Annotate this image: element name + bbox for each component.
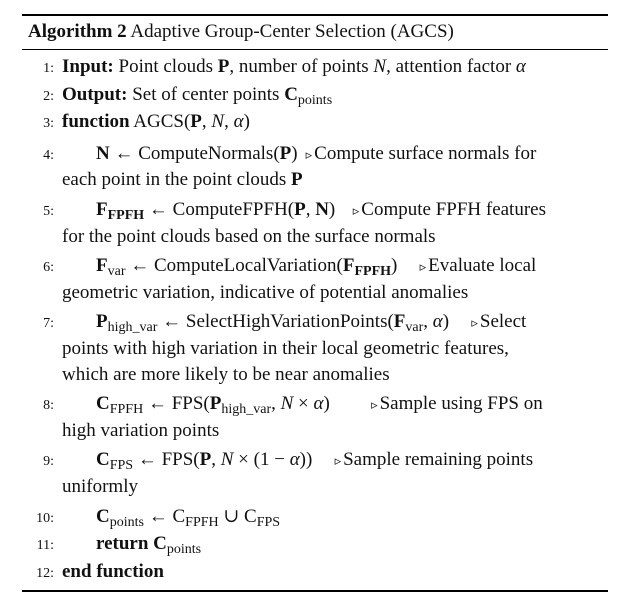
line-7: 7: $P_{high\_var}$ ← $SelectHighVariationPoints(F_{var}$, α) ▹ Select points with high variation in their local geometric features, which are more likely to be near anomalies (22, 309, 608, 387)
line-4: 4: N ← ComputeNormals(P) ▹ Compute surface normals for each point in the point clouds P (22, 141, 608, 193)
comment: Sample using FPS on (379, 393, 543, 415)
line-number: 3: (43, 116, 54, 132)
comment: Compute surface normals for (314, 142, 537, 164)
line-6: 6: $F_{var}$ ← $ComputeLocalVariation(F_{FPFH})$ ▹ Evaluate local geometric variation, indicative of potential anomalies (22, 253, 608, 305)
line-number: 7: (43, 316, 54, 332)
comment-triangle-icon: ▹ (334, 453, 342, 469)
comment-triangle-icon: ▹ (305, 146, 313, 162)
algorithm-lines (22, 50, 608, 586)
comment-triangle-icon: ▹ (471, 315, 478, 331)
end-function-keyword: end function (62, 560, 164, 582)
line-2: 2: Output: Set of center points $C_{points}$ (22, 82, 608, 110)
line-number: 5: (43, 203, 54, 219)
line-9: 9: $C_{FPS}$ ← FPS(P, N × (1 − α)) ▹ Sample remaining points uniformly (22, 447, 608, 499)
algorithm-block (22, 14, 608, 592)
comment-triangle-icon: ▹ (371, 397, 378, 413)
function-keyword: function (62, 111, 130, 133)
input-keyword: Input: (62, 56, 114, 77)
line-number: 4: (43, 147, 54, 163)
line-number: 8: (43, 398, 54, 414)
line-12 (22, 559, 608, 587)
comment-triangle-icon: ▹ (352, 202, 360, 218)
line-number: 12: (36, 565, 54, 581)
line-11: 11: return $C_{points}$ (22, 531, 608, 559)
line-number: 9: (43, 454, 54, 470)
comment: Compute FPFH features (361, 198, 546, 220)
comment-triangle-icon: ▹ (419, 259, 427, 275)
line-10: 10: $C_{points}$ ← $C_{FPFH}$ ∪ $C_{FPS}$ (22, 504, 608, 532)
algorithm-caption (22, 16, 608, 49)
line-3: 3: function AGCS(P, N, α) (22, 109, 608, 137)
algorithm-title: Adaptive Group-Center Selection (AGCS) (130, 21, 454, 42)
comment: Sample remaining points (343, 449, 534, 471)
comment: Evaluate local (428, 255, 537, 277)
comment: Select (479, 311, 527, 333)
line-1: 1: Input: Point clouds P, number of points N, attention factor α (22, 54, 608, 82)
line-8: 8: $C_{FPFH}$ ← $FPS(P_{high\_var}$, N × α) ▹ Sample using FPS on high variation points (22, 391, 608, 443)
output-keyword: Output: (62, 83, 128, 105)
return-keyword: return (96, 533, 149, 555)
line-number: 2: (43, 88, 54, 104)
line-number: 6: (43, 260, 54, 276)
line-number: 1: (43, 61, 54, 76)
line-number: 11: (36, 538, 54, 554)
algorithm-label: Algorithm 2 (28, 21, 127, 42)
line-number: 10: (36, 510, 54, 526)
line-5: 5: $F_{FPFH}$ ← ComputeFPFH(P, N) ▹ Compute FPFH features for the point clouds based on the surface normals (22, 197, 608, 249)
